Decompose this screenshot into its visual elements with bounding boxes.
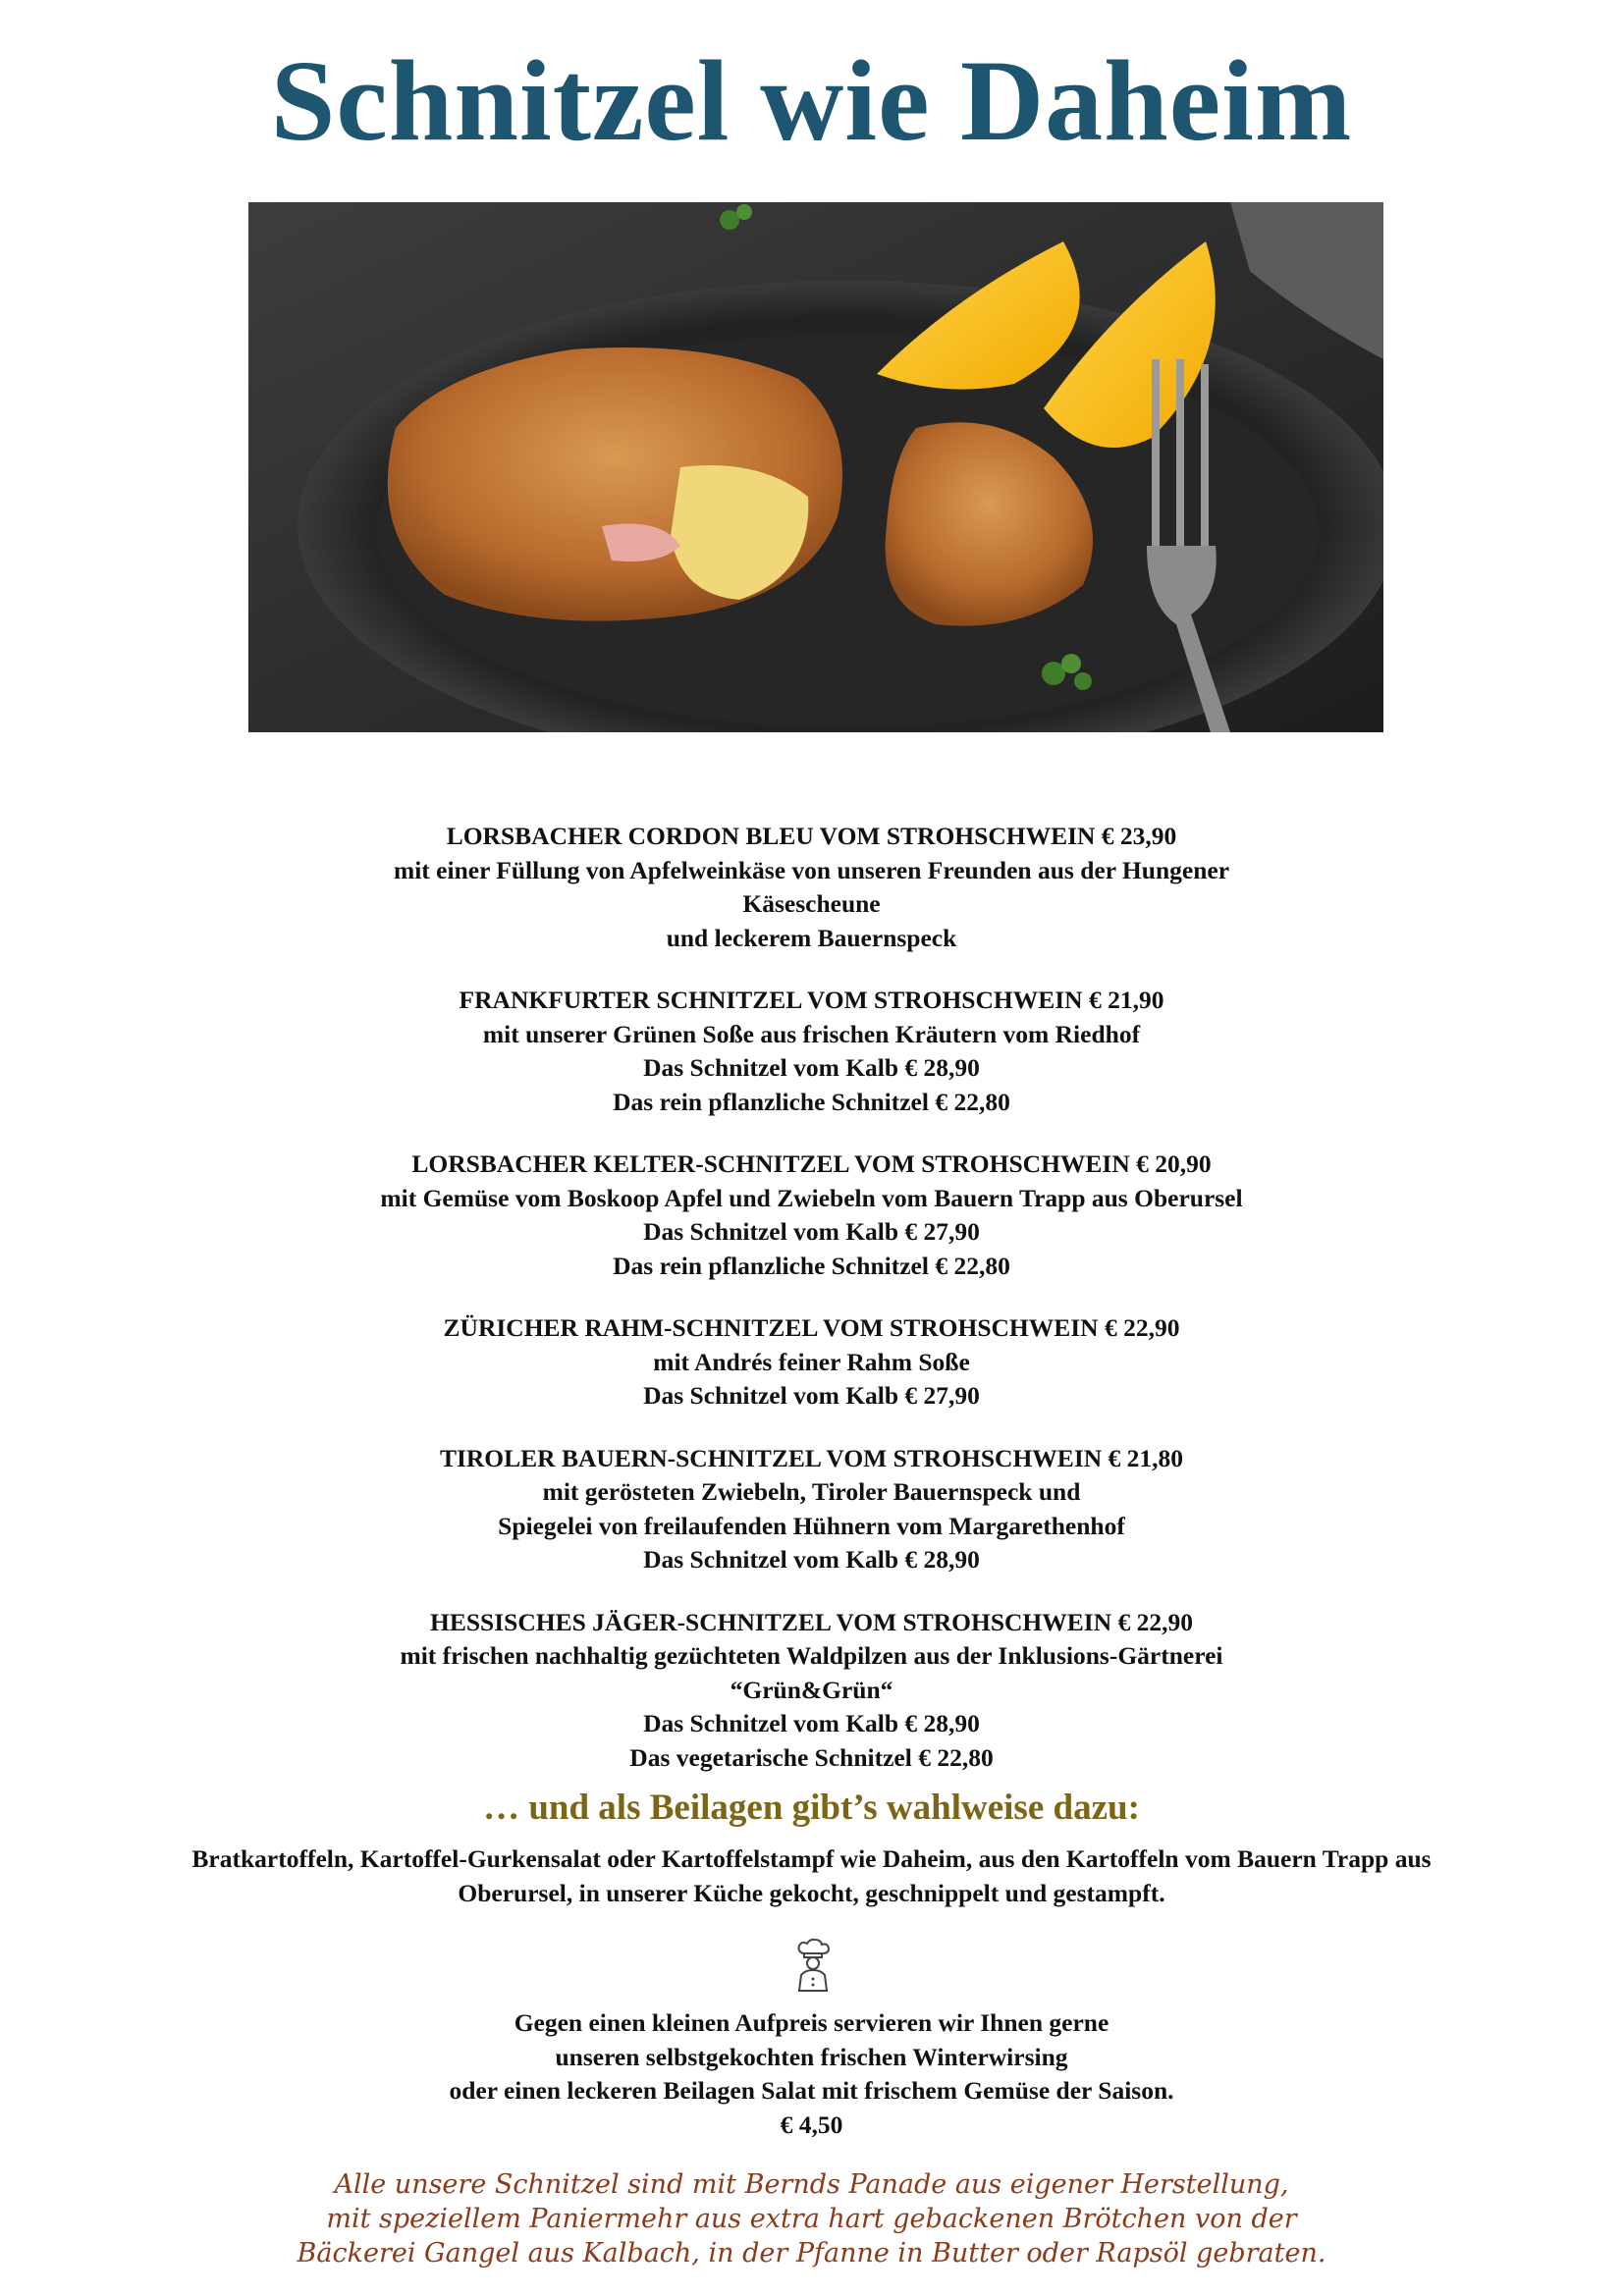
dish-frankfurter	[157, 984, 1466, 1119]
dish-description: mit einer Füllung von Apfelweinkäse von unseren Freunden aus der Hungener	[393, 855, 1230, 884]
dish-variant-price: Das Schnitzel vom Kalb € 28,90	[643, 1545, 980, 1574]
footer-line: Bäckerei Gangel aus Kalbach, in der Pfanne in Butter oder Rapsöl gebraten.	[297, 2238, 1326, 2269]
dish-title: TIROLER BAUERN-SCHNITZEL VOM STROHSCHWEIN € 21,80	[439, 1443, 1184, 1472]
dish-variant-price: Das rein pflanzliche Schnitzel € 22,80	[613, 1251, 1010, 1280]
footer-line: mit speziellem Paniermehr aus extra hart gebackenen Brötchen von der	[326, 2204, 1297, 2234]
sides-description: Bratkartoffeln, Kartoffel-Gurkensalat oder Kartoffelstampf wie Daheim, aus den Kartoffeln vom Bauern Trapp aus Oberursel, in unserer Küche gekocht, geschnippelt und gestampft.	[191, 1844, 1432, 1907]
page-title: Schnitzel wie Daheim	[270, 36, 1353, 165]
extra-line: Gegen einen kleinen Aufpreis servieren wir Ihnen gerne	[514, 2008, 1109, 2037]
footer-note	[157, 2167, 1466, 2270]
dish-description: mit Gemüse vom Boskoop Apfel und Zwiebeln vom Bauern Trapp aus Oberursel	[380, 1183, 1243, 1212]
dish-description: mit frischen nachhaltig gezüchteten Waldpilzen aus der Inklusions-Gärtnerei	[400, 1641, 1223, 1670]
dish-description: mit unserer Grünen Soße aus frischen Kräutern vom Riedhof	[482, 1019, 1141, 1048]
extra-offer	[157, 2006, 1466, 2142]
sides-heading: … und als Beilagen gibt’s wahlweise dazu:	[483, 1788, 1140, 1828]
dish-variant-price: Das vegetarische Schnitzel € 22,80	[629, 1742, 994, 1772]
menu-list	[157, 820, 1466, 1803]
dish-description: Käsescheune	[742, 889, 881, 918]
schnitzel-photo	[248, 202, 1383, 732]
dish-tiroler	[157, 1442, 1466, 1577]
dish-title: LORSBACHER CORDON BLEU VOM STROHSCHWEIN € 23,90	[446, 822, 1177, 850]
extra-line: oder einen leckeren Beilagen Salat mit frischem Gemüse der Saison.	[449, 2076, 1174, 2105]
dish-title: ZÜRICHER RAHM-SCHNITZEL VOM STROHSCHWEIN € 22,90	[443, 1313, 1180, 1342]
chef-icon	[793, 1938, 833, 1993]
dish-variant-price: Das rein pflanzliche Schnitzel € 22,80	[613, 1087, 1010, 1116]
footer-line: Alle unsere Schnitzel sind mit Bernds Panade aus eigener Herstellung,	[334, 2169, 1289, 2200]
dish-description: und leckerem Bauernspeck	[666, 923, 957, 952]
dish-zuericher	[157, 1311, 1466, 1414]
dish-title: HESSISCHES JÄGER-SCHNITZEL VOM STROHSCHWEIN € 22,90	[430, 1607, 1193, 1636]
hero-photo	[248, 202, 1383, 732]
dish-variant-price: Das Schnitzel vom Kalb € 27,90	[643, 1381, 980, 1410]
dish-variant-price: Das Schnitzel vom Kalb € 28,90	[643, 1709, 980, 1737]
dish-jaeger	[157, 1606, 1466, 1776]
dish-variant-price: Das Schnitzel vom Kalb € 27,90	[643, 1217, 980, 1246]
dish-description: mit Andrés feiner Rahm Soße	[653, 1347, 970, 1376]
dish-kelter	[157, 1148, 1466, 1283]
dish-title: LORSBACHER KELTER-SCHNITZEL VOM STROHSCHWEIN € 20,90	[411, 1149, 1212, 1178]
extra-line: unseren selbstgekochten frischen Winterwirsing	[555, 2042, 1068, 2071]
dish-variant-price: Das Schnitzel vom Kalb € 28,90	[643, 1053, 980, 1082]
dish-description: Spiegelei von freilaufenden Hühnern vom Margarethenhof	[498, 1511, 1125, 1540]
dish-description: “Grün&Grün“	[730, 1675, 893, 1704]
dish-cordon-bleu	[157, 820, 1466, 955]
dish-description: mit gerösteten Zwiebeln, Tiroler Bauernspeck und	[542, 1477, 1081, 1506]
dish-title: FRANKFURTER SCHNITZEL VOM STROHSCHWEIN € 21,90	[459, 986, 1164, 1014]
extra-price: € 4,50	[780, 2109, 843, 2139]
